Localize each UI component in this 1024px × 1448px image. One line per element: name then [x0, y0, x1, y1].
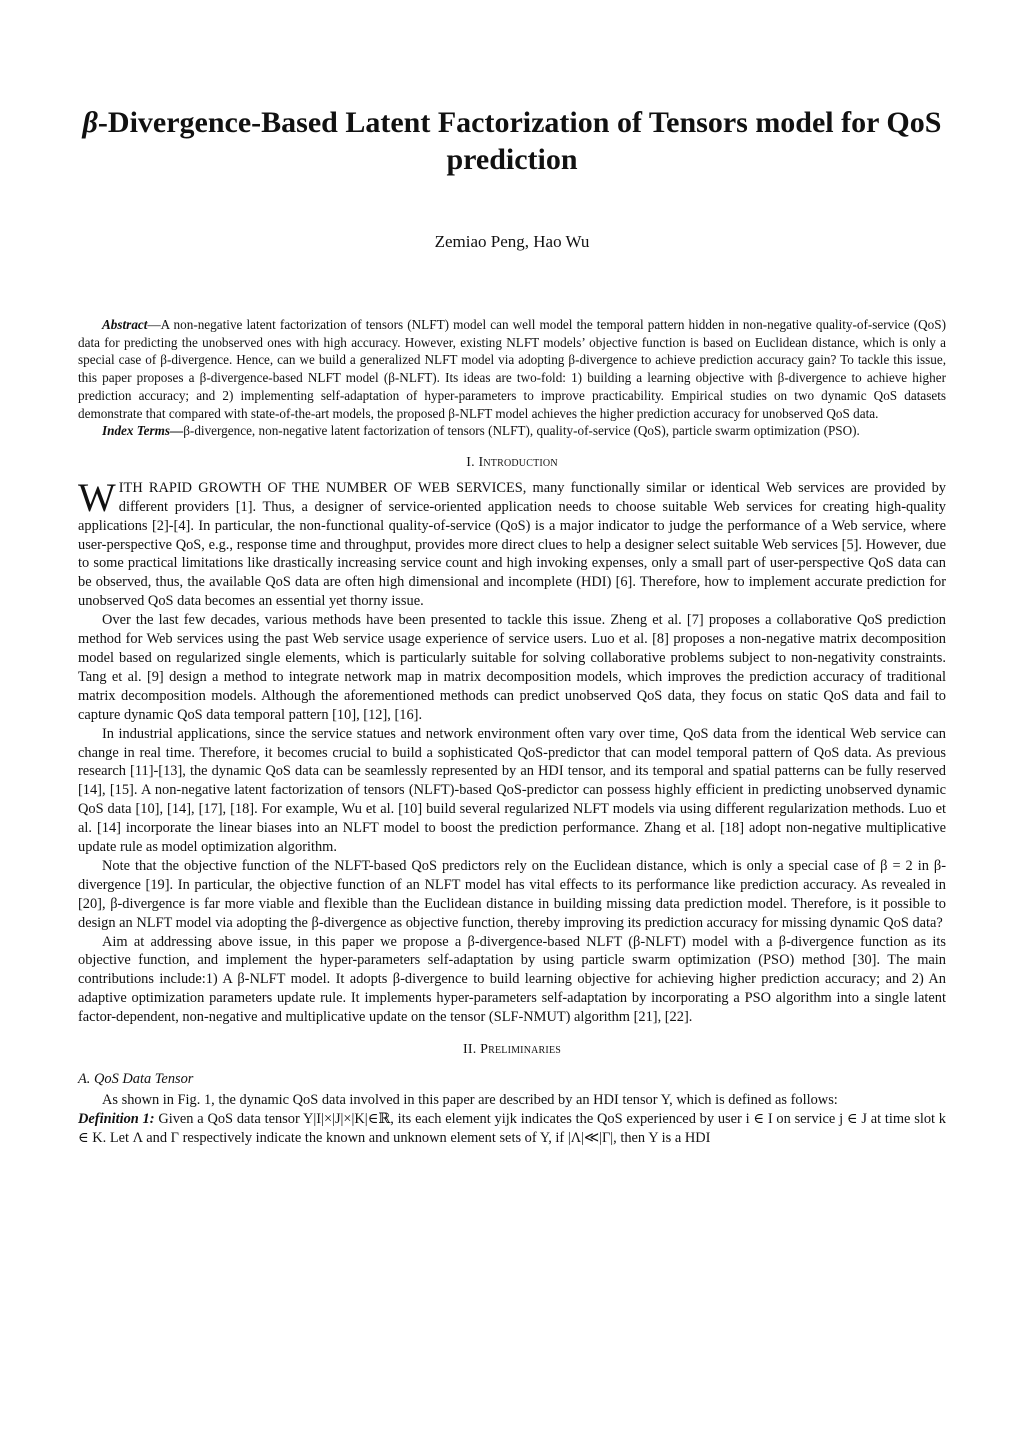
index-terms-label: Index Terms— — [102, 423, 184, 439]
section-heading-introduction: I. Introduction — [466, 454, 558, 470]
intro-paragraph-1-text: ITH RAPID GROWTH OF THE NUMBER OF WEB SERVICES, many functionally similar or identical Web services are provided by different providers [1]. Thus, a designer of service-oriented application needs to choose suitable Web services for creating high-quality applications [2]-[4]. In particular, the non-functional quality-of-service (QoS) is a major indicator to judge the performance of a Web service, where user-perspective QoS, e.g., response time and throughput, provides more direct clues to help a designer select suitable Web services [5]. However, due to some practical limitations like drastically increasing service count and high invoking expenses, only a small part of user-perspective QoS data can be observed, thus, the available QoS data are often high dimensional and incomplete (HDI) [6]. Therefore, how to implement accurate prediction for unobserved QoS data becomes an essential yet thorny issue. — [78, 479, 946, 610]
abstract-paragraph — [78, 316, 946, 422]
abstract-text: —A non-negative latent factorization of tensors (NLFT) model can well model the temporal pattern hidden in non-negative quality-of-service (QoS) data for predicting the unobserved ones with high accuracy. However, existing NLFT models’ objective function is based on Euclidean distance, which is only a special case of β-divergence. Hence, can we build a generalized NLFT model via adopting β-divergence to achieve prediction accuracy gain? To tackle this issue, this paper proposes a β-divergence-based NLFT model (β-NLFT). Its ideas are two-fold: 1) building a learning objective with β-divergence to achieve higher prediction accuracy; and 2) implementing self-adaptation of hyper-parameters to improve practicability. Empirical studies on two dynamic QoS datasets demonstrate that compared with state-of-the-art models, the proposed β-NLFT model achieves the higher prediction accuracy for unobserved QoS data. — [78, 317, 946, 421]
intro-paragraph-2: Over the last few decades, various methods have been presented to tackle this issue. Zheng et al. [7] proposes a collaborative QoS prediction method for Web services using the past Web service usage experience of service users. Luo et al. [8] proposes a non-negative matrix decomposition model based on regularized single elements, which is particularly suitable for solving collaborative problems subject to non-negativity constraints. Tang et al. [9] design a method to integrate network map in matrix decomposition models, which improves the prediction accuracy of traditional matrix decomposition models. Although the aforementioned methods can predict unobserved QoS data, they focus on static QoS data and fail to capture dynamic QoS data temporal pattern [10], [12], [16]. — [78, 612, 946, 723]
intro-paragraph-1 — [78, 474, 946, 611]
intro-paragraph-5: Aim at addressing above issue, in this paper we propose a β-divergence-based NLFT (β-NLFT) model with a β-divergence function as its objective function, and implement the hyper-parameters self-adaptation by using particle swarm optimization (PSO) method [30]. The main contributions include:1) A β-NLFT model. It adopts β-divergence to build learning objective for achieving higher prediction accuracy; and 2) An adaptive optimization parameters update rule. It implements hyper-parameters self-adaptation by incorporating a PSO algorithm into a single latent factor-dependent, non-negative and multiplicative update on the tensor (SLF-NMUT) algorithm [21], [22]. — [78, 933, 946, 1026]
intro-paragraph-3: In industrial applications, since the service statues and network environment often vary over time, QoS data from the identical Web service can change in real time. Therefore, it becomes crucial to build a sophisticated QoS-predictor that can model temporal pattern of QoS data. As previous research [11]-[13], the dynamic QoS data can be seamlessly represented by an HDI tensor, and its temporal and spatial patterns can be fully reserved [14], [15]. A non-negative latent factorization of tensors (NLFT)-based QoS-predictor can possess highly efficient in predicting unobserved dynamic QoS data [10], [14], [17], [18]. For example, Wu et al. [10] build several regularized NLFT models via using different regularization methods. Luo et al. [14] incorporate the linear biases into an NLFT model to boost the prediction performance. Zhang et al. [18] adopt non-negative multiplicative update rule as model optimization algorithm. — [78, 725, 946, 856]
title-beta: β — [82, 106, 98, 139]
drop-cap: W — [78, 474, 116, 520]
definition-label: Definition 1: — [78, 1110, 155, 1127]
subsection-heading-qos-tensor: A. QoS Data Tensor — [78, 1071, 194, 1088]
abstract-block — [78, 316, 946, 440]
definition-1 — [78, 1110, 946, 1148]
title-text: -Divergence-Based Latent Factorization of Tensors model for QoS prediction — [97, 106, 942, 176]
paper-title — [80, 104, 944, 178]
author-list: Zemiao Peng, Hao Wu — [434, 232, 590, 251]
preliminaries-paragraph-1: As shown in Fig. 1, the dynamic QoS data involved in this paper are described by an HDI tensor Y, which is defined as follows: — [102, 1091, 838, 1108]
index-terms-paragraph — [78, 422, 946, 440]
paper-body — [78, 316, 946, 1148]
definition-text: Given a QoS data tensor Y|I|×|J|×|K|∈ℝ, its each element yijk indicates the QoS experienced by user i ∈ I on service j ∈ J at time slot k ∈ K. Let Λ and Γ respectively indicate the known and unknown element sets of Y, if |Λ|≪|Γ|, then Y is a HDI — [78, 1110, 947, 1146]
abstract-label: Abstract — [102, 317, 148, 332]
section-heading-preliminaries: II. Preliminaries — [462, 1042, 562, 1058]
index-terms-text: β-divergence, non-negative latent factorization of tensors (NLFT), quality-of-service (QoS), particle swarm optimization (PSO). — [183, 423, 860, 439]
intro-paragraph-4: Note that the objective function of the NLFT-based QoS predictors rely on the Euclidean distance, which is only a special case of β = 2 in β-divergence [19]. In particular, the objective function of an NLFT model has vital effects to its performance like prediction accuracy. As revealed in [20], β-divergence is far more viable and flexible than the Euclidean distance in building missing data prediction model. Therefore, is it possible to design an NLFT model via adopting the β-divergence as objective function, thereby improving its prediction accuracy for missing dynamic QoS data? — [78, 857, 946, 931]
